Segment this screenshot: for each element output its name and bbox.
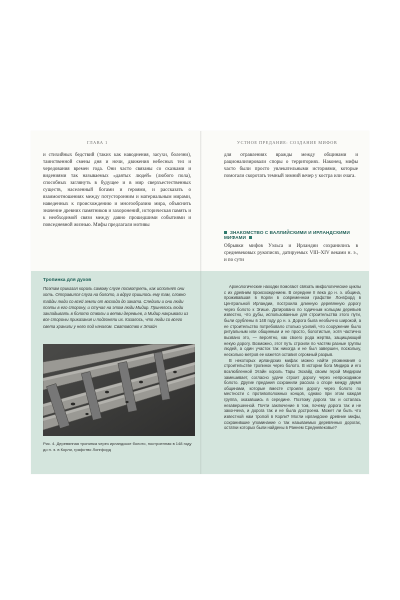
running-head-right: УСТНОЕ ПРЕДАНИЕ: СОЗДАНИЕ МИФОВ [237, 140, 338, 145]
sidebar-panel [31, 271, 369, 474]
running-head-left: ГЛАВА 1 [87, 140, 108, 145]
trackway-photo [43, 344, 195, 436]
section-heading [224, 230, 358, 240]
square-bullet-icon [249, 236, 252, 239]
sidebar-paragraph: В некоторых ирландских мифах можно найти упоминания о строительстве тропинок через болото. В истории бога Мидира и его возлюбленной Этайн король Тары Эохайд своим герой Мидиром замешивает, согласно удаче строит дорогу через непроходимое болото. Другие предания сохранили рассказ о споре между двумя общинами, которые вместе строили дорогу через болото по местности с противоположных концов, однако при этом каждая группа, оказавшись в середине. Поэтому дорога так и осталась незавершенной. Почти заключение в том, почему дорога так и не закончена, и дорога так и не была достроена. Может ли быть что известной нам тропой в Корли? Могли ирландские древние мифы, сохранившие упоминание о так называемых деревянных дорогах, остатки которых были найдены в Раннем Средневековье? [224, 357, 361, 431]
book-spread [31, 131, 369, 474]
section-heading-text: ЗНАКОМСТВО С ВАЛЛИЙСКИМИ И ИРЛАНДСКИМИ МИФАМИ [224, 230, 350, 240]
right-body-text-top [224, 152, 358, 180]
left-body-text [43, 152, 191, 230]
left-body-paragraph: и стихийных бедствий (таких как наводнения, засухи, болезни), таинственной смены дня и ночи, движения небесных тел и чередования времен года. Они часто связаны со сказками и видениями так называемых «даятых людей» (любого пола), способных заглянуть в будущее и в мир сверхъестественных существ, населенный богами и героями, и рассказать о взаимоотношениях между потусторонним и материальным мирами, наведенных к происхождению и многообразию мира, объяснить значение древних памятников и захоронений, историческая память и к необходимой связи между давно прошедшими событиями и повседневной жизнью. Мифы предлагали мотивы [43, 153, 191, 229]
right-body-paragraph-top: для отравлениях вражды между общинами и рационализировали споры о территориях. Наконец, мифы часто были просто увлекательными историями, которые помогали скоротать темный зимний вечер у костра или очага. [224, 153, 358, 180]
sidebar-quote: Поэтам приказал король самому слуге посмотреть, как исполнят они хоть. Отправился слуга на болото, а вдруг пришлось ему там, словно тайды люди со всей земли от восхода до заката. Следили и они люди поэты в его сторону, и стучал на этом люди Мидир. Принялось люди закладывать в болото стволы и ветви деревьев, а Мидир накрывали из все стороны приказания и подгоняли их. Казалось, что люди со всего света хранили у него под началом. Сватовство к Этайн [43, 286, 189, 329]
right-body-text-bottom [224, 243, 358, 264]
sidebar-paragraph: Археологические находки помогают связать мифологические циклы с их древним происхождением. В середине II века до н. э. община, проживавшая в Корли в современном графстве Лонгфорд в Центральной Ирландии, построила длинную деревянную дорогу через болото к Эгишe. Датировано по годичным кольцам деревьев известно, что дубы, использованные для строительства этого пути, были срублены в 148 году до н. э. Дорога была необычно широкой, а ее строительство потребовало столько усилий, что сооружение было ритуальным или общинным и не просто, болотистые, хотя частично вызвано это, — вероятно, как своего рода жертва, защищающий некую дорогу. Возможно, этот путь строили по частям разные группы людей, а один участок так никогда и не был завершен, поскольку, несколько метров ее кажется оставил огромный разрыв. [224, 284, 361, 357]
right-body-paragraph-bottom: Обрывки мифов Уэльса и Ирландии сохранились в средневековых рукописях, датируемых VIII–XIV веками н. э., и по сути [224, 244, 358, 264]
square-bullet-icon [224, 231, 227, 234]
photo-caption: Рис. 4. Деревянная тропинка через ирландское болото, построенная в 148 году до н. э. в Корли, графство Лонгфорд [43, 441, 192, 452]
sidebar-title: Тропинка для духов [43, 278, 92, 283]
gutter [200, 271, 202, 474]
sidebar-right-column [224, 284, 361, 431]
